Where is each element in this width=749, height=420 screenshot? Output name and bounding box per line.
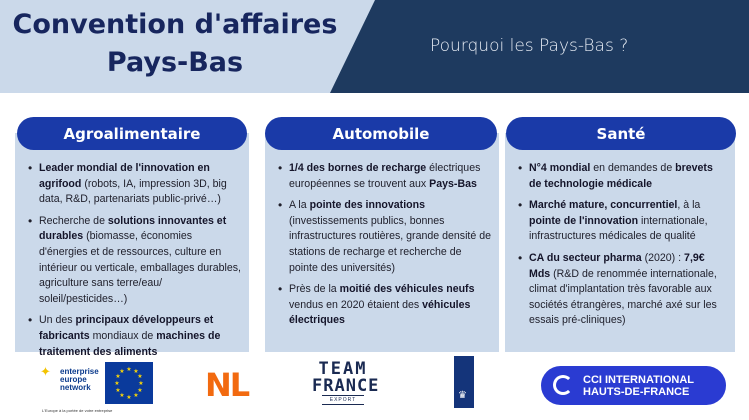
- page-title: [0, 6, 350, 82]
- page-subtitle: Pourquoi les Pays-Bas ?: [430, 36, 629, 56]
- cci-logo: [541, 366, 726, 405]
- bullet-bold-text: machines de traitement des aliments: [39, 329, 221, 358]
- svg-text:★: ★: [126, 394, 132, 401]
- svg-text:★: ★: [119, 368, 125, 375]
- svg-text:★: ★: [137, 387, 143, 394]
- bullet-text: électriques européennes se trouvent aux: [289, 162, 481, 190]
- bullet-text: , à la: [677, 199, 701, 212]
- bullet-item: [517, 198, 727, 245]
- column-heading-auto: Automobile: [265, 117, 497, 150]
- bullet-bold-text: Leader mondial de l'innovation en agrifood: [39, 162, 210, 190]
- column-list: [27, 161, 241, 366]
- tf-line3: EXPORT: [322, 395, 364, 405]
- bullet-bold-text: N°4 mondial: [529, 162, 591, 174]
- page-title-line1: Convention d'affaires: [12, 9, 338, 40]
- svg-text:★: ★: [114, 380, 120, 387]
- nl-logo: NL: [205, 366, 249, 404]
- een-logo-text: [60, 368, 99, 392]
- bullet-text: internationale, infrastructures médicales de qualité: [529, 214, 708, 243]
- svg-text:★: ★: [115, 373, 121, 380]
- svg-text:★: ★: [126, 366, 132, 373]
- bullet-text: (investissements publics, bonnes infrastructures routières, grande densité de stations de recharge et recherche de pointe des universités): [289, 214, 491, 274]
- bullet-text: mondiaux de: [89, 329, 157, 342]
- cci-line1: CCI INTERNATIONAL: [583, 374, 695, 386]
- bullet-bold-text: brevets de technologie médicale: [529, 162, 713, 190]
- een-logo: [40, 362, 113, 413]
- bullet-item: [27, 214, 241, 308]
- cci-line2: HAUTS-DE-FRANCE: [583, 386, 690, 398]
- bullet-text: (biomasse, économies d'énergies et de ressources, culture en intérieur ou verticale, emballages durables, agriculture sans terre/eau/ soleil/pesticides…): [39, 230, 241, 305]
- bullet-item: [277, 161, 491, 192]
- bullet-item: [517, 251, 727, 329]
- bullet-text: Recherche de: [39, 214, 108, 227]
- column-card-auto: [265, 133, 499, 352]
- team-france-export-logo: [312, 359, 380, 405]
- cci-swirl-icon: [553, 375, 573, 395]
- tf-line2: FRANCE: [312, 376, 380, 396]
- svg-text:★: ★: [138, 380, 144, 387]
- column-card-agro: [15, 133, 249, 358]
- rijksoverheid-logo: [454, 356, 474, 408]
- bullet-text: (robots, IA, impression 3D, big data, R&D, partenariats public-privé…): [39, 177, 227, 206]
- een-line1: enterprise: [60, 367, 99, 376]
- bullet-item: [27, 161, 241, 208]
- bullet-text: vendus en 2020 étaient des: [289, 298, 423, 311]
- crest-icon: ♛: [458, 390, 467, 401]
- bullet-bold-text: principaux développeurs et fabricants: [39, 314, 214, 342]
- bullet-bold-text: 7,9€ Mds: [529, 251, 705, 280]
- bullet-bold-text: Pays-Bas: [429, 177, 477, 190]
- bullet-item: [517, 161, 727, 192]
- bullet-bold-text: 1/4 des bornes de recharge: [289, 162, 427, 174]
- svg-text:★: ★: [137, 373, 143, 380]
- svg-text:★: ★: [115, 387, 121, 394]
- bullet-text: Un des: [39, 314, 76, 327]
- column-heading-sante: Santé: [506, 117, 736, 150]
- page-title-line2: Pays-Bas: [106, 47, 244, 78]
- bullet-text: A la: [289, 199, 310, 212]
- bullet-item: [277, 282, 491, 329]
- column-card-sante: [505, 133, 735, 352]
- bullet-bold-text: Marché mature, concurrentiel: [529, 199, 678, 212]
- svg-text:★: ★: [119, 392, 125, 399]
- bullet-text: (2020) :: [641, 251, 685, 264]
- bullet-item: [277, 198, 491, 276]
- bullet-bold-text: solutions innovantes et durables: [39, 214, 227, 243]
- bullet-item: [27, 313, 241, 360]
- bullet-bold-text: moitié des véhicules neufs: [339, 283, 475, 296]
- footer-logos: [0, 356, 749, 420]
- star-icon: ✦: [40, 364, 51, 379]
- bullet-bold-text: pointe de l'innovation: [529, 214, 639, 227]
- svg-text:★: ★: [133, 392, 139, 399]
- een-tagline: L'Europe à la portée de votre entreprise: [42, 408, 113, 413]
- bullet-text: en demandes de: [590, 162, 676, 174]
- eu-flag-icon: [105, 362, 153, 404]
- column-heading-agro: Agroalimentaire: [17, 117, 247, 150]
- bullet-bold-text: pointe des innovations: [309, 199, 425, 212]
- een-line3: network: [60, 383, 91, 392]
- column-list: [517, 161, 727, 335]
- bullet-text: (R&D de renommée internationale, climat d'implantation très favorable aux sociétés étrangères, marché axé sur les essais pré-cliniques): [529, 267, 717, 327]
- een-line2: europe: [60, 375, 87, 384]
- bullet-text: Près de la: [289, 283, 340, 296]
- bullet-bold-text: CA du secteur pharma: [529, 251, 642, 264]
- column-list: [277, 161, 491, 335]
- tf-line1: TEAM: [318, 359, 368, 379]
- bullet-bold-text: véhicules électriques: [289, 298, 471, 327]
- svg-text:★: ★: [133, 368, 139, 375]
